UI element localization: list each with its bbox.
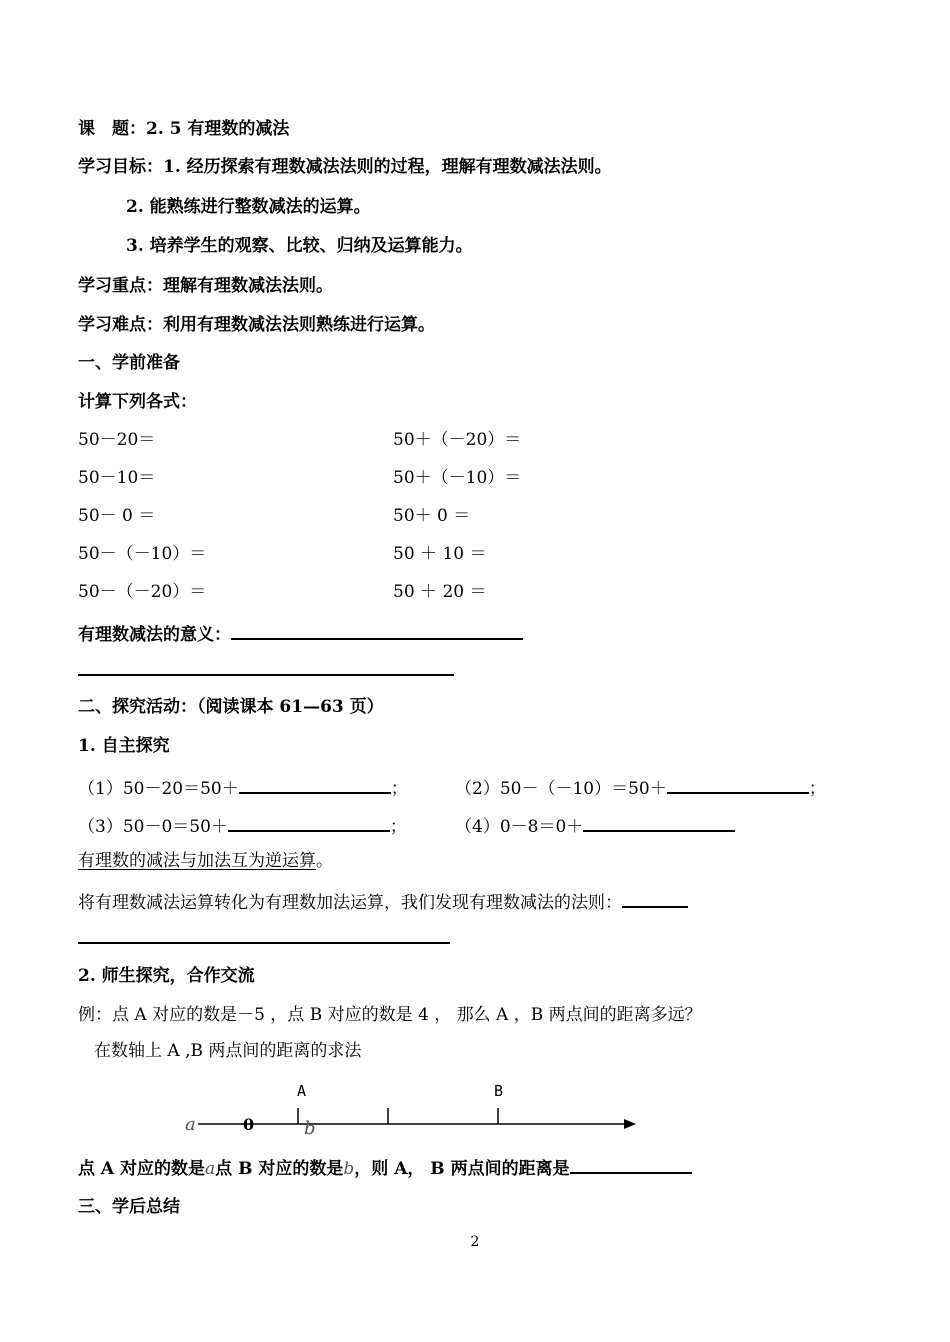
question-2: （2）50－（－10）＝50＋ ； <box>455 774 826 800</box>
section3-title: 三、学后总结 <box>78 1197 180 1217</box>
rule-blank[interactable] <box>622 888 688 908</box>
q2-semicolon: ； <box>808 779 826 799</box>
calc-right-1: 50＋（－20）＝ <box>393 430 522 450</box>
rule-line <box>78 888 688 914</box>
meaning-line <box>78 620 523 646</box>
calc-left-5: 50－（－20）＝ <box>78 582 207 602</box>
meaning-label: 有理数减法的意义： <box>78 625 231 645</box>
topic-line <box>78 118 289 140</box>
meaning-blank[interactable] <box>231 620 523 640</box>
sub2-title: 2. 师生探究，合作交流 <box>78 966 255 986</box>
question-1: （1）50－20＝50＋ ； <box>78 774 408 800</box>
q1-semicolon: ； <box>390 779 408 799</box>
topic-value: 2. 5 有理数的减法 <box>146 119 290 139</box>
section2-title: 二、探究活动：（阅读课本 61—63 页） <box>78 697 384 717</box>
q1-blank[interactable] <box>239 774 391 794</box>
q2-blank[interactable] <box>667 774 809 794</box>
meaning-blank-2[interactable] <box>78 674 454 676</box>
axis-label-a: A <box>297 1082 307 1100</box>
axis-zero: 0 <box>243 1115 255 1134</box>
objective-1: 1. 经历探索有理数减法法则的过程，理解有理数减法法则。 <box>163 157 612 177</box>
inverse-text: 有理数的减法与加法互为逆运算 <box>78 851 316 871</box>
var-b: b <box>343 1159 355 1179</box>
calc-right-4: 50 ＋ 10 ＝ <box>393 544 487 564</box>
q4-blank[interactable] <box>583 812 735 832</box>
q3-blank[interactable] <box>228 812 390 832</box>
calc-left-3: 50－ 0 ＝ <box>78 506 156 526</box>
difficulty: 学习难点：利用有理数减法法则熟练进行运算。 <box>78 315 435 335</box>
inverse-statement: 有理数的减法与加法互为逆运算。 <box>78 851 333 871</box>
section1-title: 一、学前准备 <box>78 353 180 373</box>
rule-blank-2[interactable] <box>78 942 450 944</box>
calc-left-1: 50－20＝ <box>78 430 156 450</box>
method-text: 在数轴上 A ,B 两点间的距离的求法 <box>94 1041 362 1061</box>
question-4: （4）0－8＝0＋ <box>455 812 735 838</box>
number-line <box>180 1076 650 1142</box>
axis-label-b: B <box>494 1082 504 1100</box>
q3-semicolon: ； <box>389 817 407 837</box>
distance-line: 点 A 对应的数是a点 B 对应的数是b，则 A， B 两点间的距离是 <box>78 1154 692 1180</box>
axis-var-b: b <box>304 1118 316 1139</box>
question-3: （3）50－0＝50＋ ； <box>78 812 407 838</box>
sub1-title: 1. 自主探究 <box>78 736 170 756</box>
example-text: 例：点 A 对应的数是－5 ，点 B 对应的数是 4 ， 那么 A ，B 两点间的距离多远？ <box>78 1005 702 1025</box>
axis-arrow <box>624 1119 636 1129</box>
objectives-label: 学习目标： <box>78 157 163 177</box>
var-a: a <box>205 1159 216 1179</box>
objective-3: 3. 培养学生的观察、比较、归纳及运算能力。 <box>126 236 473 256</box>
axis-var-a: a <box>185 1114 196 1135</box>
calc-right-2: 50＋（－10）＝ <box>393 468 522 488</box>
calc-right-5: 50 ＋ 20 ＝ <box>393 582 487 602</box>
objectives-line-1 <box>78 156 612 178</box>
section1-instruction: 计算下列各式： <box>78 392 197 412</box>
calc-right-3: 50＋ 0 ＝ <box>393 506 471 526</box>
key-point: 学习重点：理解有理数减法法则。 <box>78 276 333 296</box>
distance-blank[interactable] <box>570 1154 692 1174</box>
rule-text: 将有理数减法运算转化为有理数加法运算，我们发现有理数减法的法则： <box>78 893 622 913</box>
objective-2: 2. 能熟练进行整数减法的运算。 <box>126 197 371 217</box>
calc-left-2: 50－10＝ <box>78 468 156 488</box>
calc-left-4: 50－（－10）＝ <box>78 544 207 564</box>
page-number: 2 <box>470 1234 480 1250</box>
topic-label: 课 题： <box>78 119 146 139</box>
